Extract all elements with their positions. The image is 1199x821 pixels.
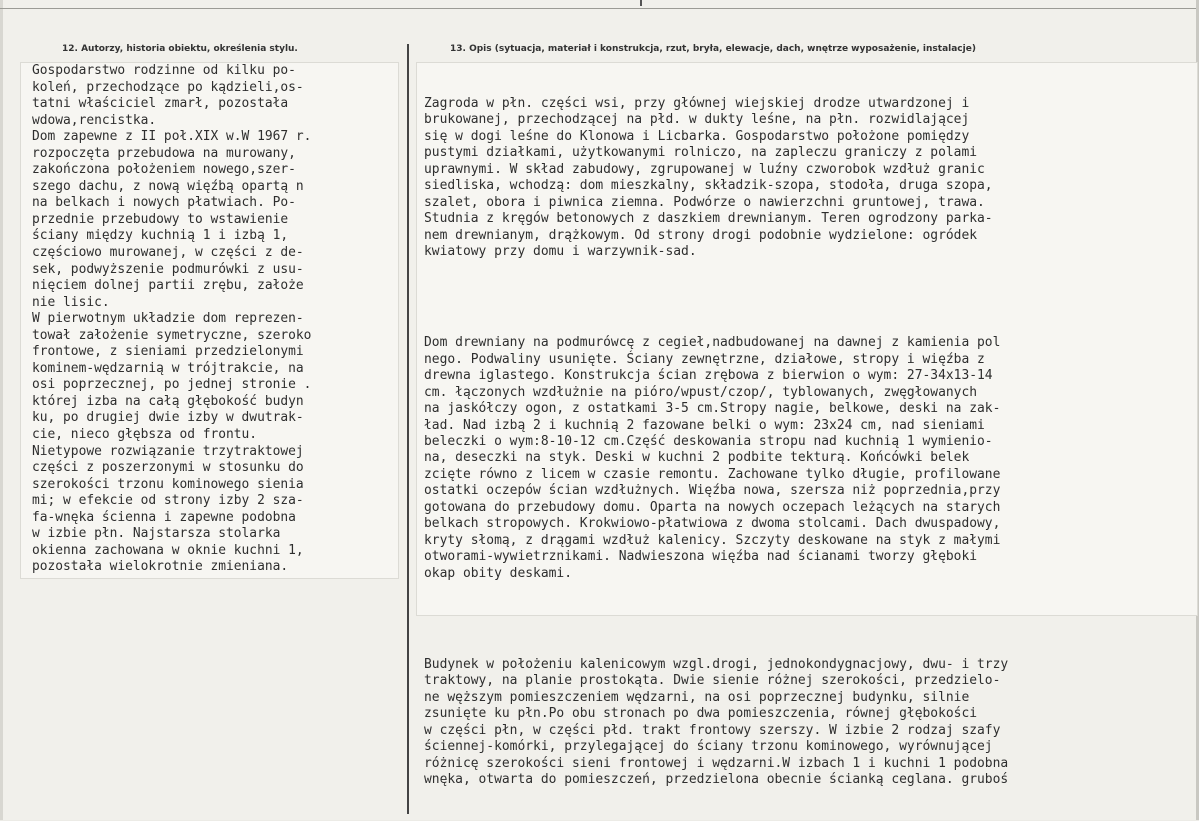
section-13-header: 13. Opis (sytuacja, materiał i konstrukcja, rzut, bryła, elewacje, dach, wnętrze wyposażenie, instalacje) [450,44,976,54]
description-paragraph-site: Zagroda w płn. części wsi, przy głównej wiejskiej drodze utwardzonej i brukowanej, przechodzącej na płd. w dukty leśne, na płn. rozwidlającej się w dogi leśne do Klonowa i Licbarka. Gospodarstwo położone pomiędzy pustymi działkami, użytkowanymi rolniczo, na zapleczu graniczy z polami uprawnymi. W skład zabudowy, zgrupowanej w luźny czworobok wzdłuż granic siedliska, wchodzą: dom mieszkalny, składzik-szopa, stodoła, druga szopa, szalet, obora i piwnica ziemna. Podwórze o nawierzchni gruntowej, trawa. Studnia z kręgów betonowych z daszkiem drewnianym. Teren ogrodzony parka- nem drewnianym, drążkowym. Od strony drogi podobnie wydzielone: ogródek kwiatowy przy domu i warzywnik-sad. [424,95,993,259]
paragraph-gap [424,293,1008,302]
column-divider [407,44,409,814]
description-paragraph-layout: Budynek w położeniu kalenicowym wzgl.drogi, jednokondygnacjowy, dwu- i trzy traktowy, na planie prostokąta. Dwie sienie różnej szerokości, przedzielo- ne węższym pomieszczeniem wędzarni, na osi poprzecznej budynku, silnie zsunięte ku płn.Po obu stronach po dwa pomieszczenia, równej głębokości w części płn, w części płd. trakt frontowy szerszy. W izbie 2 rodzaj szafy ściennej-komórki, przylegającej do ściany trzonu kominowego, wyrównującej różnicę szerokości sieni frontowej i wędzarni.W izbach 1 i kuchni 1 podobna wnęka, otwarta do pomieszczeń, przedzielona obecnie ścianką ceglana. gruboś [424,656,1009,788]
sheet-edge-left [0,0,3,820]
top-rule [0,8,1199,9]
bleed-through-text [424,612,1194,812]
top-tick-mark [640,0,642,6]
section-12-header: 12. Autorzy, historia obiektu, określenia stylu. [62,44,298,54]
description-paragraph-construction: Dom drewniany na podmurówcę z cegieł,nadbudowanej na dawnej z kamienia pol nego. Podwaliny usunięte. Ściany zewnętrzne, działowe, stropy i więźba z drewna iglastego. Konstrukcja ścian zrębowa z bierwion o wym: 27-34x13-14 cm. łączonych wzdłużnie na pióro/wpust/czop/, tyblowanych, zwęgłowanych na jaskółczy ogon, z ostatkami 3-5 cm.Stropy nagie, belkowe, deski na zak- ład. Nad izbą 2 i kuchnią 2 fazowane belki o wym: 23x24 cm, nad sieniami beleczki o wym:8-10-12 cm.Część deskowania stropu nad kuchnią 1 wymieniо- na, deseczki na styk. Deski w kuchni 2 podbite tekturą. Końcówki belek zcięte równo z licem w czasie remontu. Zachowane tylko długie, profilowane ostatki oczepów ścian wzdłużnych. Więźba nowa, szersza niż poprzednia,przy gotowana do przebudowy domu. Oparta na nowych oczepach leżących na starych belkach stropowych. Krokwiowo-płatwiowa z dwoma stolcami. Dach dwuspadowy, kryty słomą, z drągami wzdłuż kalenicy. Szczyty deskowane na styk z małymi otworami-wywietrznikami. Nadwieszona więźba nad ścianami tworzy głęboki okap obity deskami. [424,335,1001,581]
history-text: Gospodarstwo rodzinne od kilku po- koleń, przechodzące po kądzieli,os- tatni właściciel zmarł, pozostała wdowa,rencistka. Dom zapewne z II poł.XIX w.W 1967 r. rozpoczęta przebudowa na murowany, zakończona położeniem nowego,szer- szego dachu, z nową więźbą opartą n na belkach i nowych płatwiach. Po- przednie przebudowy to wstawienie ściany między kuchnią 1 i izbą 1, częściowo murowanej, w części z de- sek, podwyższenie podmurówki z usu- nięciem dolnej partii zrębu, założe nie lisic. W pierwotnym układzie dom reprezen- tował założenie symetryczne, szeroko frontowe, z sieniami przedzielonymi kominem-wędzarnią w trójtrakcie, na osi poprzecznej, po jednej stronie . której izba na całą głębokość budyn ku, po drugiej dwie izby w dwutrak- cie, nieco głębsza od frontu. Nietypowe rozwiązanie trzytraktowej części z poszerzonymi w stosunku do szerokości trzonu kominowego sienia mi; w efekcie od strony izby 2 sza- fa-wnęka ścienna i zapewne podobna w izbie płn. Najstarsza stolarka okienna zachowana w oknie kuchni 1, pozostała wielokrotnie zmieniana. [32,63,312,575]
